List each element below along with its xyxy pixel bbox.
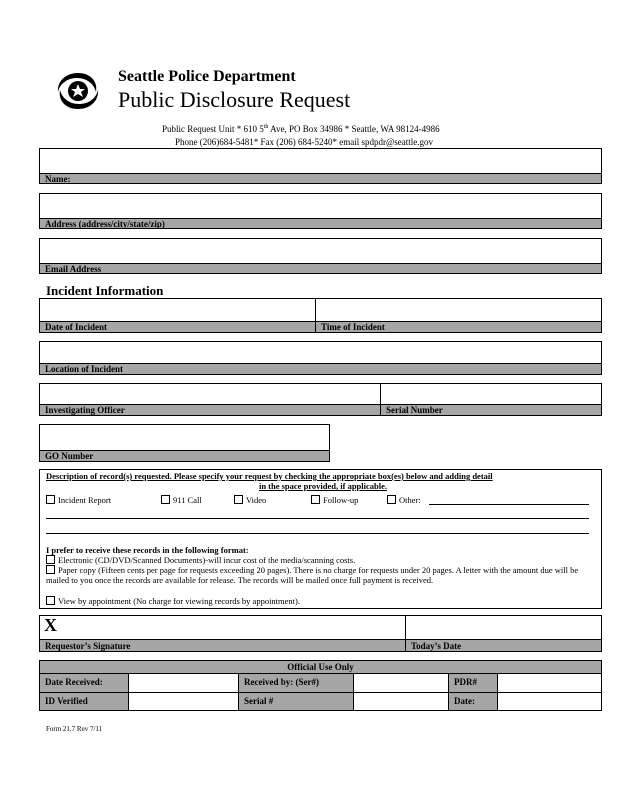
description-line-2: in the space provided, if applicable. <box>258 481 388 491</box>
officer-serial-label-bar <box>39 404 602 416</box>
official-row-1 <box>40 674 601 693</box>
follow-up-checkbox[interactable] <box>311 495 320 504</box>
appointment-label: View by appointment (No charge for viewing records by appointment). <box>58 596 300 606</box>
location-field[interactable] <box>39 341 602 364</box>
format-heading: I prefer to receive these records in the following format: <box>46 545 249 555</box>
date-received-input[interactable] <box>129 674 239 692</box>
option-other[interactable] <box>387 495 421 505</box>
follow-up-label: Follow-up <box>323 495 359 505</box>
paper-label: Paper copy (Fifteen cents per page for requests exceeding 20 pages). There is no charge for requests under 20 pages. A letter with the amount due will be mailed to you once the records are available for release. The records will be mailed once full payment is received. <box>46 565 579 585</box>
id-verified-input[interactable] <box>129 693 239 710</box>
address-post: Ave, PO Box 34986 * Seattle, WA 98124-4986 <box>268 124 440 134</box>
option-video[interactable] <box>234 495 266 505</box>
911-call-label: 911 Call <box>173 495 202 505</box>
go-number-label: GO Number <box>39 450 330 462</box>
appointment-checkbox[interactable] <box>46 596 55 605</box>
time-of-incident-field[interactable] <box>315 298 602 322</box>
requestor-signature-label: Requestor’s Signature <box>45 641 131 651</box>
official-date-input[interactable] <box>498 693 601 710</box>
option-follow-up[interactable] <box>311 495 358 505</box>
serial-input[interactable] <box>354 693 449 710</box>
id-verified-label: ID Verified <box>40 693 129 710</box>
other-detail-line[interactable] <box>429 504 589 505</box>
name-field[interactable] <box>39 148 602 174</box>
todays-date-field[interactable] <box>405 615 602 640</box>
form-number: Form 21.7 Rev 7/11 <box>46 725 103 733</box>
incident-heading: Incident Information <box>46 283 164 298</box>
name-label: Name: <box>39 173 602 184</box>
date-of-incident-label: Date of Incident <box>45 322 107 332</box>
todays-date-label: Today’s Date <box>411 641 462 651</box>
officer-serial-divider <box>380 404 381 416</box>
requestor-signature-field[interactable] <box>39 615 406 640</box>
address-label: Address (address/city/state/zip) <box>39 218 602 229</box>
detail-line-2[interactable] <box>46 533 589 534</box>
electronic-checkbox[interactable] <box>46 555 55 564</box>
investigating-officer-field[interactable] <box>39 383 381 405</box>
org-name: Seattle Police Department <box>118 68 296 85</box>
electronic-label: Electronic (CD/DVD/Scanned Documents)-will incur cost of the media/scanning costs. <box>58 555 356 565</box>
official-use-heading: Official Use Only <box>39 660 602 674</box>
signature-label-bar <box>39 639 602 652</box>
official-use-table <box>39 673 602 711</box>
address-field[interactable] <box>39 193 602 219</box>
description-instructions <box>46 471 600 491</box>
email-field[interactable] <box>39 238 602 264</box>
detail-line-1[interactable] <box>46 518 589 519</box>
date-time-label-bar <box>39 321 602 333</box>
video-checkbox[interactable] <box>234 495 243 504</box>
date-time-divider <box>315 321 316 333</box>
investigating-officer-label: Investigating Officer <box>45 405 125 415</box>
contact-line: Phone (206)684-5481* Fax (206) 684-5240* email spdpdr@seattle.gov <box>175 137 433 147</box>
format-electronic[interactable] <box>46 555 355 565</box>
email-label: Email Address <box>39 263 602 274</box>
signature-divider <box>405 639 406 652</box>
address-pre: Public Request Unit * 610 5 <box>162 124 264 134</box>
option-incident-report[interactable] <box>46 495 111 505</box>
date-of-incident-field[interactable] <box>39 298 316 322</box>
date-received-label: Date Received: <box>40 674 129 692</box>
option-911-call[interactable] <box>161 495 202 505</box>
official-row-2 <box>40 693 601 710</box>
received-by-label: Received by: (Ser#) <box>239 674 354 692</box>
received-by-input[interactable] <box>354 674 449 692</box>
spd-logo-icon <box>56 71 100 111</box>
location-label: Location of Incident <box>39 363 602 375</box>
format-appointment[interactable] <box>46 596 300 606</box>
other-label: Other: <box>399 495 421 505</box>
address-sup: th <box>263 124 269 130</box>
description-line-1: Description of record(s) requested. Please specify your request by checking the appropriate box(es) below and adding detail <box>46 471 493 481</box>
other-checkbox[interactable] <box>387 495 396 504</box>
go-number-field[interactable] <box>39 424 330 451</box>
format-paper[interactable] <box>46 565 600 585</box>
official-date-label: Date: <box>449 693 498 710</box>
911-call-checkbox[interactable] <box>161 495 170 504</box>
page-title: Public Disclosure Request <box>118 87 351 112</box>
serial-number-label: Serial Number <box>386 405 443 415</box>
incident-report-label: Incident Report <box>58 495 112 505</box>
video-label: Video <box>246 495 267 505</box>
pdr-input[interactable] <box>498 674 601 692</box>
serial-number-field[interactable] <box>380 383 602 405</box>
signature-x-mark: X <box>44 615 57 635</box>
address-line <box>162 124 440 134</box>
time-of-incident-label: Time of Incident <box>321 322 385 332</box>
serial-label: Serial # <box>239 693 354 710</box>
pdr-label: PDR# <box>449 674 498 692</box>
incident-report-checkbox[interactable] <box>46 495 55 504</box>
paper-checkbox[interactable] <box>46 565 55 574</box>
